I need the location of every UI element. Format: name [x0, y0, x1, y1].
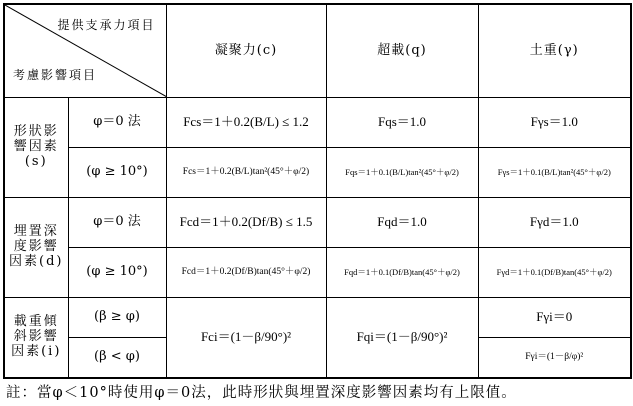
group-label-depth: [4, 198, 68, 298]
formula-cell: Fcs＝1＋0.2(B/L) ≤ 1.2: [166, 98, 326, 148]
formula-cell: Fcs＝1＋0.2(B/L)tan²(45°＋φ/2): [166, 148, 326, 198]
formula-cell: Fγs＝1＋0.1(B/L)tan²(45°＋φ/2): [478, 148, 631, 198]
formula-cell: Fqd＝1.0: [326, 198, 478, 248]
table-corner-header: [4, 4, 166, 98]
bearing-capacity-factors-table: [3, 3, 632, 379]
formula-cell: Fqs＝1.0: [326, 98, 478, 148]
group-label-shape: [4, 98, 68, 198]
formula-cell: Fγs＝1.0: [478, 98, 631, 148]
condition-cell: (φ ≥ 10°): [68, 148, 166, 198]
formula-cell: Fqd＝1＋0.1(Df/B)tan(45°＋φ/2): [326, 248, 478, 298]
condition-cell: (β < φ): [68, 338, 166, 378]
condition-cell: φ＝0 法: [68, 98, 166, 148]
group-label-line: 響因素: [13, 139, 59, 155]
table-footnote: 註：當φ＜10°時使用φ＝0法，此時形狀與埋置深度影響因素均有上限值。: [6, 385, 517, 401]
condition-cell: φ＝0 法: [68, 198, 166, 248]
formula-cell: Fγd＝1＋0.1(Df/B)tan(45°＋φ/2): [478, 248, 631, 298]
group-label-line: 載重傾: [13, 313, 59, 329]
header-top-right: 提供支承力項目: [57, 18, 156, 32]
group-label-inclination: [4, 298, 68, 378]
formula-cell: Fγi＝0: [478, 298, 631, 338]
group-label-line: 埋置深: [13, 224, 59, 240]
formula-cell: Fqi＝(1－β/90°)²: [326, 298, 478, 378]
condition-cell: (β ≥ φ): [68, 298, 166, 338]
group-label-line: 因素(d): [9, 253, 64, 269]
group-label-line: 度影響: [13, 239, 59, 255]
column-header-cohesion: 凝聚力(c): [166, 4, 326, 98]
header-bottom-left: 考慮影響項目: [13, 68, 98, 83]
formula-cell: Fγd＝1.0: [478, 198, 631, 248]
formula-cell: Fqs＝1＋0.1(B/L)tan²(45°＋φ/2): [326, 148, 478, 198]
group-label-line: 因素(i): [11, 343, 62, 359]
column-header-unit-weight: 土重(γ): [478, 4, 631, 98]
group-label-line: 斜影響: [13, 328, 59, 344]
condition-cell: (φ ≥ 10°): [68, 248, 166, 298]
formula-cell: Fcd＝1＋0.2(Df/B)tan(45°＋φ/2): [166, 248, 326, 298]
group-label-line: 形狀影: [13, 124, 59, 140]
column-header-surcharge: 超載(q): [326, 4, 478, 98]
formula-cell: Fγi＝(1－β/φ)²: [478, 338, 631, 378]
formula-cell: Fci＝(1－β/90°)²: [166, 298, 326, 378]
formula-cell: Fcd＝1＋0.2(Df/B) ≤ 1.5: [166, 198, 326, 248]
group-label-line: (s): [24, 153, 48, 169]
